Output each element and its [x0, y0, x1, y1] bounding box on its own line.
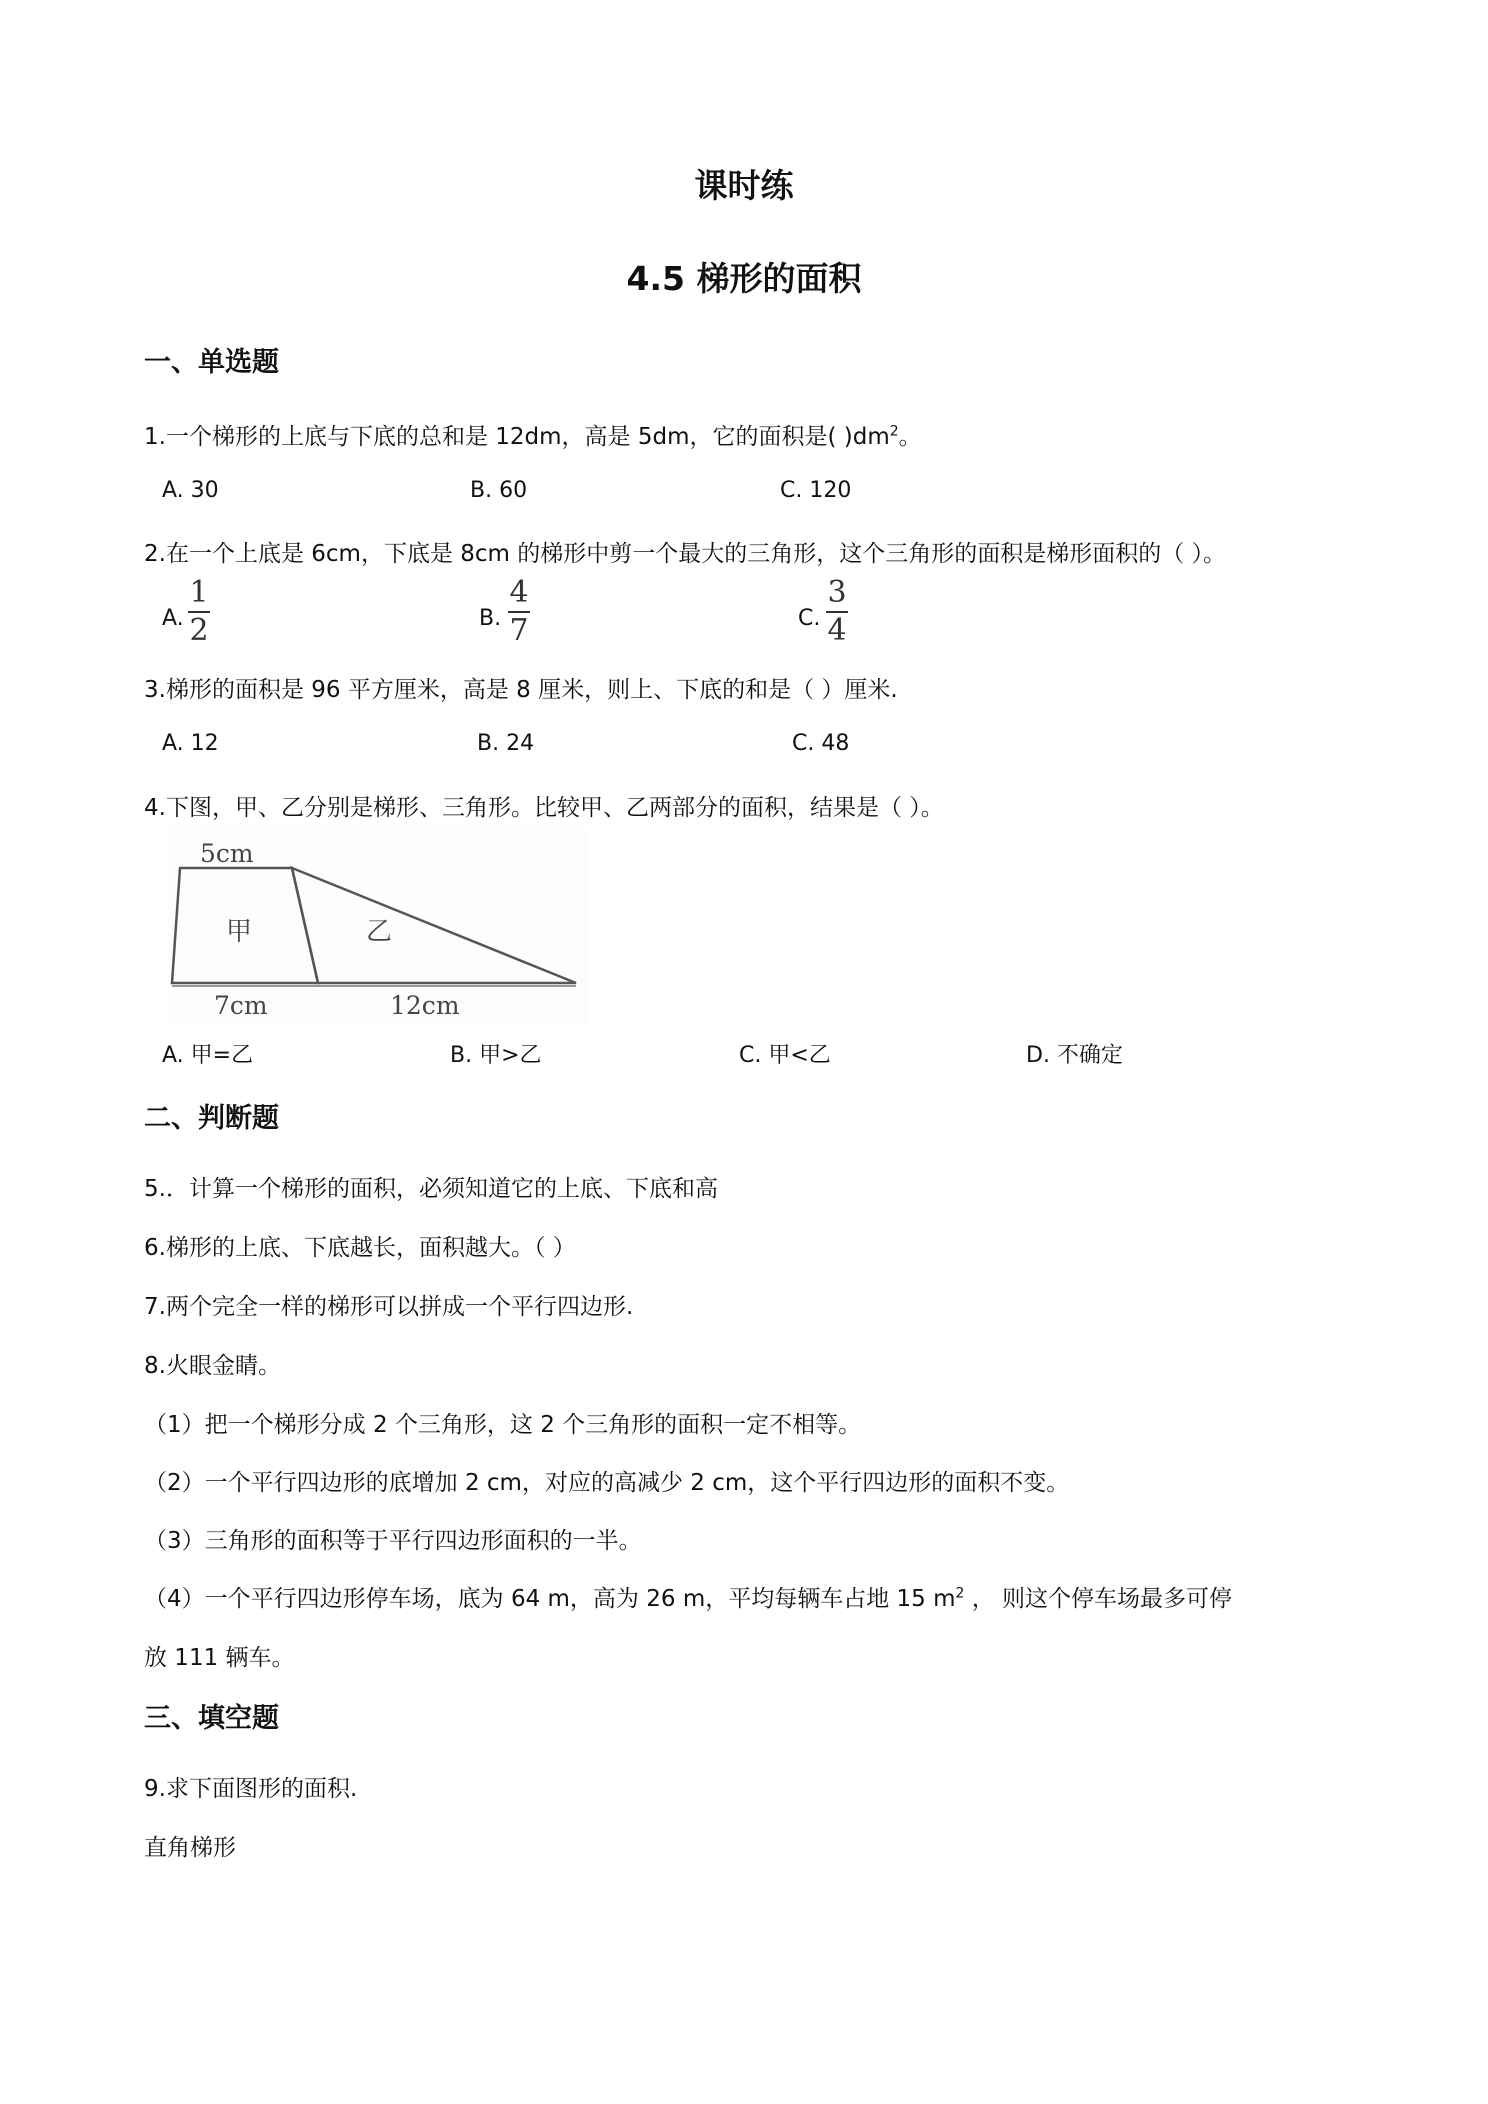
- section-heading-true-false: 二、判断题: [144, 1103, 279, 1134]
- q3-option-c: C. 48: [792, 731, 850, 756]
- label-top-5cm: 5cm: [200, 839, 254, 868]
- q4-option-c: C. 甲<乙: [739, 1043, 831, 1068]
- q4-option-d: D. 不确定: [1026, 1043, 1123, 1068]
- section-heading-fill-in: 三、填空题: [144, 1703, 279, 1734]
- q8-item-3: （3）三角形的面积等于平行四边形面积的一半。: [144, 1528, 642, 1554]
- page-title: 课时练: [694, 166, 794, 205]
- question-9: 9.求下面图形的面积.: [144, 1776, 358, 1802]
- q3-option-b: B. 24: [477, 731, 535, 756]
- q2-option-b-fraction: [508, 575, 530, 648]
- label-bottom-7cm: 7cm: [214, 991, 268, 1020]
- q2-option-b-label: B.: [479, 606, 502, 631]
- fraction-denominator: 2: [189, 613, 209, 648]
- q4-option-b: B. 甲>乙: [450, 1043, 542, 1068]
- fraction-denominator: 4: [827, 613, 847, 648]
- q2-option-a-label: A.: [162, 606, 184, 631]
- fraction-numerator: 1: [189, 575, 209, 610]
- q1-option-b: B. 60: [470, 478, 528, 503]
- q8-item-4-continued: 放 111 辆车。: [144, 1645, 295, 1671]
- fraction-numerator: 3: [827, 575, 847, 610]
- q9-figure-caption: 直角梯形: [144, 1835, 236, 1861]
- q2-option-c-label: C.: [798, 606, 821, 631]
- fraction-numerator: 4: [509, 575, 529, 610]
- label-bottom-12cm: 12cm: [390, 991, 460, 1020]
- q8-item-1: （1）把一个梯形分成 2 个三角形，这 2 个三角形的面积一定不相等。: [144, 1412, 862, 1438]
- question-6: 6.梯形的上底、下底越长，面积越大。（ ）: [144, 1235, 576, 1261]
- q1-option-a: A. 30: [162, 478, 219, 503]
- page-subtitle: 4.5 梯形的面积: [626, 259, 862, 298]
- trapezoid-triangle-figure: [168, 828, 588, 1024]
- label-yi: 乙: [366, 917, 393, 947]
- section-heading-single-choice: 一、单选题: [144, 347, 279, 378]
- q4-option-a: A. 甲=乙: [162, 1043, 254, 1068]
- question-7: 7.两个完全一样的梯形可以拼成一个平行四边形.: [144, 1294, 634, 1320]
- question-2: 2.在一个上底是 6cm，下底是 8cm 的梯形中剪一个最大的三角形，这个三角形的面积是梯形面积的（ ）。: [144, 541, 1227, 567]
- question-8: 8.火眼金睛。: [144, 1353, 281, 1379]
- label-jia: 甲: [226, 917, 253, 947]
- q8-item-2: （2）一个平行四边形的底增加 2 cm，对应的高减少 2 cm，这个平行四边形的面积不变。: [144, 1470, 1070, 1496]
- question-5: 5.．计算一个梯形的面积，必须知道它的上底、下底和高: [144, 1176, 718, 1202]
- question-1: 1.一个梯形的上底与下底的总和是 12dm，高是 5dm，它的面积是( )$dm^2$。: [144, 423, 922, 450]
- question-4: 4.下图，甲、乙分别是梯形、三角形。比较甲、乙两部分的面积，结果是（ ）。: [144, 795, 944, 821]
- q2-option-a-fraction: [188, 575, 210, 648]
- question-3: 3.梯形的面积是 96 平方厘米，高是 8 厘米，则上、下底的和是（ ）厘米.: [144, 677, 898, 703]
- q2-option-c-fraction: [826, 575, 848, 648]
- q1-option-c: C. 120: [780, 478, 852, 503]
- q8-item-4: （4）一个平行四边形停车场，底为 64 m，高为 26 m，平均每辆车占地 15 $m^2$ ， 则这个停车场最多可停: [144, 1585, 1233, 1612]
- fraction-denominator: 7: [509, 613, 529, 648]
- q3-option-a: A. 12: [162, 731, 219, 756]
